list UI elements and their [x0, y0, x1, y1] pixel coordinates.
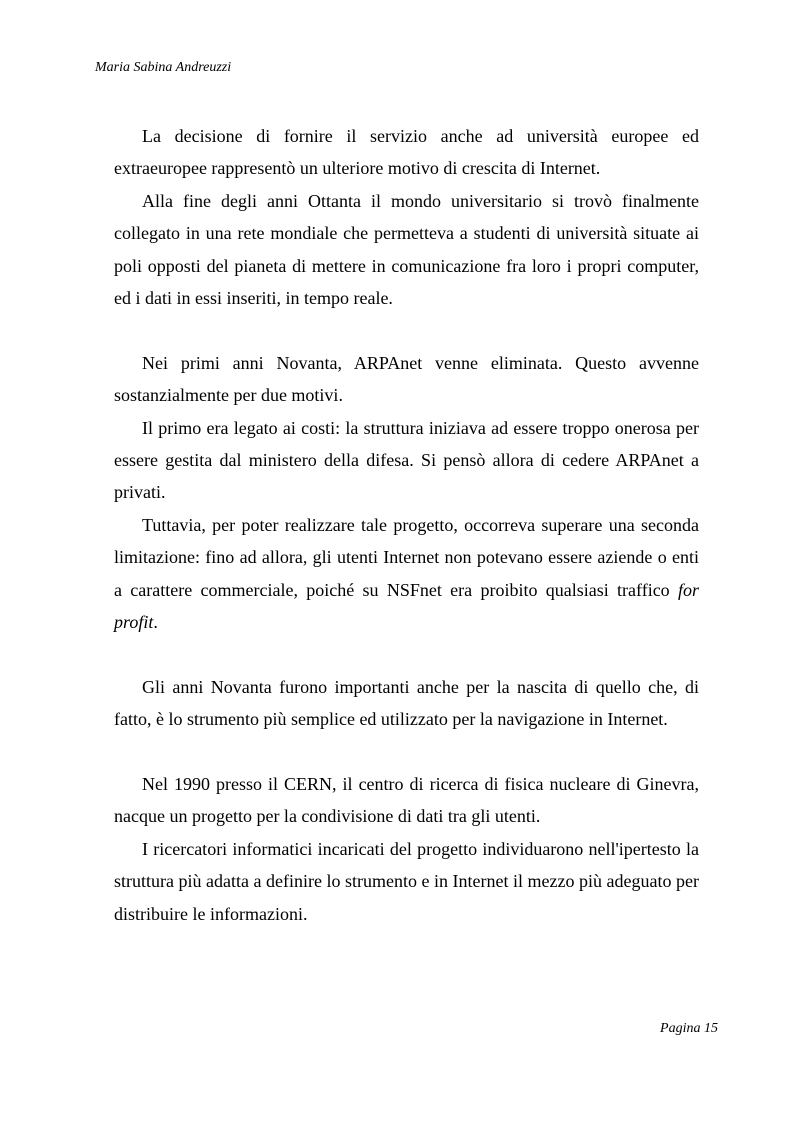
paragraph-spacer: [114, 736, 699, 768]
paragraph-cern-project: Nel 1990 presso il CERN, il centro di ricerca di fisica nucleare di Ginevra, nacque un progetto per la condivisione di dati tra gli utenti.: [114, 774, 699, 827]
paragraph-commercial-limitation: [114, 509, 699, 639]
page-number: Pagina 15: [660, 1021, 718, 1036]
paragraph-arpanet-eliminated: Nei primi anni Novanta, ARPAnet venne eliminata. Questo avvenne sostanzialmente per due motivi.: [114, 352, 699, 406]
paragraph-spacer: [114, 314, 699, 346]
paragraph-text-after: .: [153, 612, 158, 633]
paragraph-hypertext: I ricercatori informatici incaricati del progetto individuarono nell'ipertesto la struttura più adatta a definire lo strumento e in Internet il mezzo più adeguato per distribuire le informazioni.: [114, 838, 699, 924]
paragraph-global-network: Alla fine degli anni Ottanta il mondo universitario si trovò finalmente collegato in una rete mondiale che permetteva a studenti di università situate ai poli opposti del pianeta di mettere in comunicazione fra loro i propri computer, ed i dati in essi inseriti, in tempo reale.: [114, 190, 699, 309]
paragraph-spacer: [114, 638, 699, 670]
running-header-author: Maria Sabina Andreuzzi: [95, 60, 232, 75]
paragraph-text-before: Tuttavia, per poter realizzare tale progetto, occorreva superare una seconda limitazione: fino ad allora, gli utenti Internet non potevano essere aziende o enti a carattere commerciale, poiché su NSFnet era proibito qualsiasi traffico: [114, 514, 699, 600]
paragraph-costs: Il primo era legato ai costi: la struttura iniziava ad essere troppo onerosa per essere gestita dal ministero della difesa. Si pensò allora di cedere ARPAnet a privati.: [114, 417, 699, 503]
paragraph-nineties-navigation: Gli anni Novanta furono importanti anche per la nascita di quello che, di fatto, è lo strumento più semplice ed utilizzato per la navigazione in Internet.: [114, 676, 699, 730]
paragraph-university-expansion: La decisione di fornire il servizio anche ad università europee ed extraeuropee rappresentò un ulteriore motivo di crescita di Internet.: [114, 126, 699, 179]
body-text: [114, 120, 699, 930]
emphasis-for-profit: for profit: [114, 579, 699, 633]
